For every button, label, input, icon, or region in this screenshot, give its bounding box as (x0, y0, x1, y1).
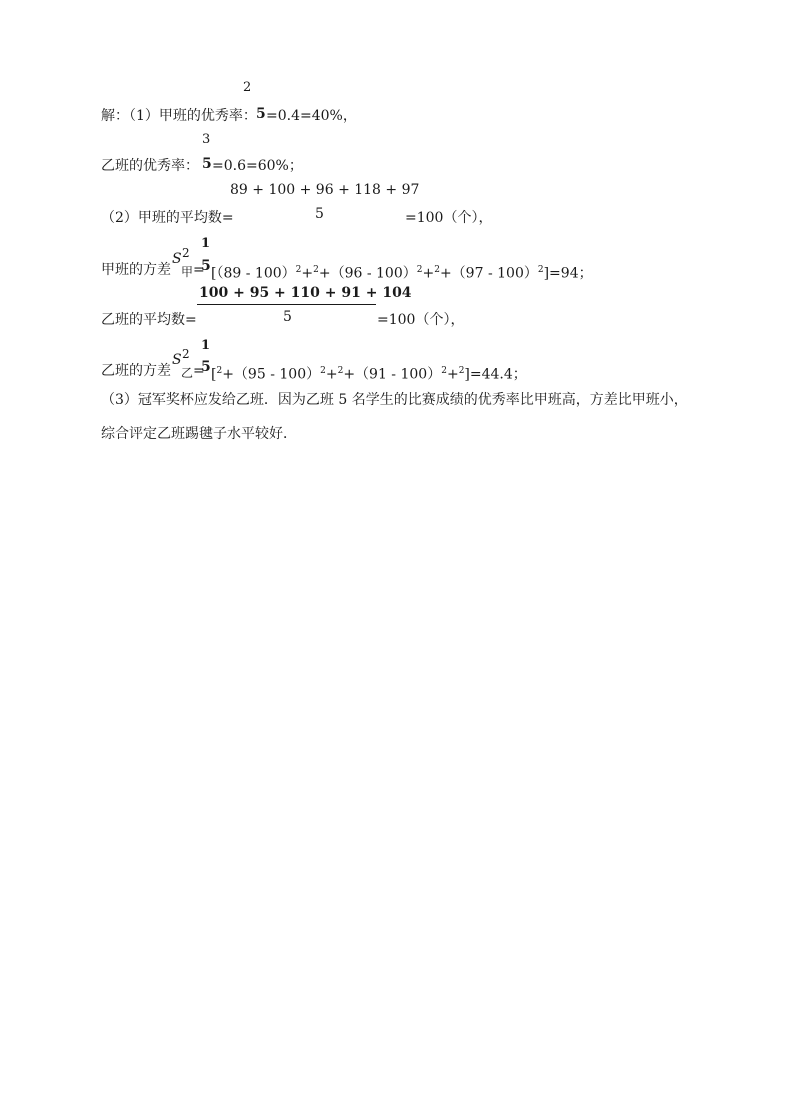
fraction-denominator: 5 (315, 206, 324, 222)
fraction-numerator: 100 + 95 + 110 + 91 + 104 (199, 285, 412, 301)
fraction-denominator: 5 (202, 156, 212, 172)
superscript: 2 (182, 347, 190, 361)
conclusion-line-2: 综合评定乙班踢毽子水平较好． (101, 426, 297, 442)
fraction-denominator: 5 (201, 258, 211, 274)
fraction-denominator: 5 (201, 359, 211, 375)
mean-b-result: =100（个）， (377, 312, 465, 328)
variance-b-expr: [$^2$+（95 - 100）$^2$+$^2$+（91 - 100）$^2$+$^2$]=44.4； (211, 366, 527, 383)
variance-symbol: S (172, 352, 182, 368)
fraction-numerator: 1 (201, 338, 211, 353)
fraction-bar (197, 304, 376, 305)
solution-label: 乙班的方差 (101, 363, 171, 379)
mean-a-result: =100（个）， (405, 210, 493, 226)
solution-label: 甲班的方差 (101, 262, 171, 278)
solution-label: 乙班的平均数= (101, 312, 197, 328)
fraction-numerator: 3 (202, 132, 211, 147)
excellence-rate-a: =0.4=40%， (266, 108, 357, 124)
fraction-denominator: 5 (256, 106, 266, 122)
fraction-numerator: 1 (201, 236, 211, 251)
solution-part1-label: 解：（1）甲班的优秀率： (101, 108, 257, 124)
fraction-numerator: 2 (243, 80, 252, 95)
superscript: 2 (182, 246, 190, 260)
conclusion-line-1: （3）冠军奖杯应发给乙班．因为乙班 5 名学生的比赛成绩的优秀率比甲班高，方差比甲班小， (101, 392, 688, 408)
subscript: 乙 (181, 366, 194, 380)
variance-a-expr: [（89 - 100）$^2$+$^2$+（96 - 100）$^2$+$^2$+（97 - 100）$^2$]=94； (211, 265, 593, 282)
subscript: 甲 (181, 265, 194, 279)
fraction-numerator: 89 + 100 + 96 + 118 + 97 (230, 182, 420, 198)
fraction-denominator: 5 (283, 309, 292, 325)
excellence-rate-b: =0.6=60%； (212, 158, 303, 174)
equals: = (193, 363, 205, 379)
equals: = (193, 262, 205, 278)
solution-part2-label: （2）甲班的平均数= (101, 210, 234, 226)
solution-label: 乙班的优秀率： (101, 158, 199, 174)
variance-symbol: S (172, 251, 182, 267)
